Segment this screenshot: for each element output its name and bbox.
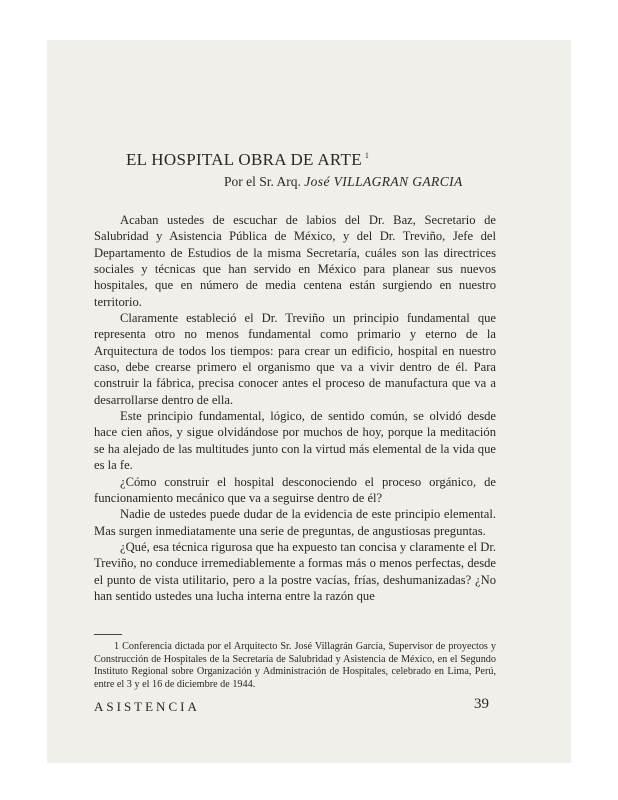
article-body xyxy=(94,212,496,604)
paragraph: Nadie de ustedes puede dudar de la evidencia de este principio elemental. Mas surgen inmediatamente una serie de preguntas, de angustiosas preguntas. xyxy=(94,507,496,538)
paragraph: Claramente estableció el Dr. Treviño un principio fundamental que representa otro no menos fundamental como primario y eterno de la Arquitectura de todos los tiempos: para crear un edificio, hospital en nuestro caso, debe crearse primero el organismo que va a vivir dentro de él. Para construir la fábrica, precisa conocer antes el proceso de manufactura que va a desarrollarse dentro de ella. xyxy=(94,311,496,407)
title-footnote-mark: 1 xyxy=(364,151,370,161)
byline xyxy=(224,174,463,190)
page-number: 39 xyxy=(474,696,489,712)
title-text: EL HOSPITAL OBRA DE ARTE xyxy=(126,150,362,169)
paragraph: ¿Qué, esa técnica rigurosa que ha expuesto tan concisa y claramente el Dr. Treviño, no conduce irremediablemente a formas más o menos perfectas, desde el punto de vista utilitario, pero a la postre vacías, frías, deshumanizadas? ¿No han sentido ustedes una lucha interna entre la razón que xyxy=(94,539,496,603)
article-title xyxy=(126,150,369,170)
footnote-mark: 1 xyxy=(114,641,120,652)
footnote-text: Conferencia dictada por el Arquitecto Sr. José Villagrán García, Supervisor de proyectos y Construcción de Hospitales de la Secretaría de Salubridad y Asistencia de México, en el Segundo Instituto Regional sobre Organización y Administración de Hospitales, celebrado en Lima, Perú, entre el 3 y el 16 de diciembre de 1944. xyxy=(94,641,496,690)
journal-name: ASISTENCIA xyxy=(94,699,200,714)
byline-author: José VILLAGRAN GARCIA xyxy=(304,174,463,189)
footnote-divider xyxy=(94,634,122,635)
byline-prefix: Por el Sr. Arq. xyxy=(224,174,301,189)
paragraph: Acaban ustedes de escuchar de labios del Dr. Baz, Secretario de Salubridad y Asistencia Pública de México, y del Dr. Treviño, Jefe del Departamento de Estudios de la misma Secretaría, cuáles son las directrices sociales y técnicas que han servido en México para planear sus nuevos hospitales, que en número de media centena están surgiendo en nuestro territorio. xyxy=(94,213,496,309)
footnote xyxy=(94,641,496,691)
paragraph: Este principio fundamental, lógico, de sentido común, se olvidó desde hace cien años, y sigue olvidándose por muchos de hoy, porque la meditación se ha alejado de las multitudes junto con la virtud más elemental de la vida que es la fe. xyxy=(94,409,496,473)
paragraph: ¿Cómo construir el hospital desconociendo el proceso orgánico, de funcionamiento mecánico que va a seguirse dentro de él? xyxy=(94,474,496,505)
